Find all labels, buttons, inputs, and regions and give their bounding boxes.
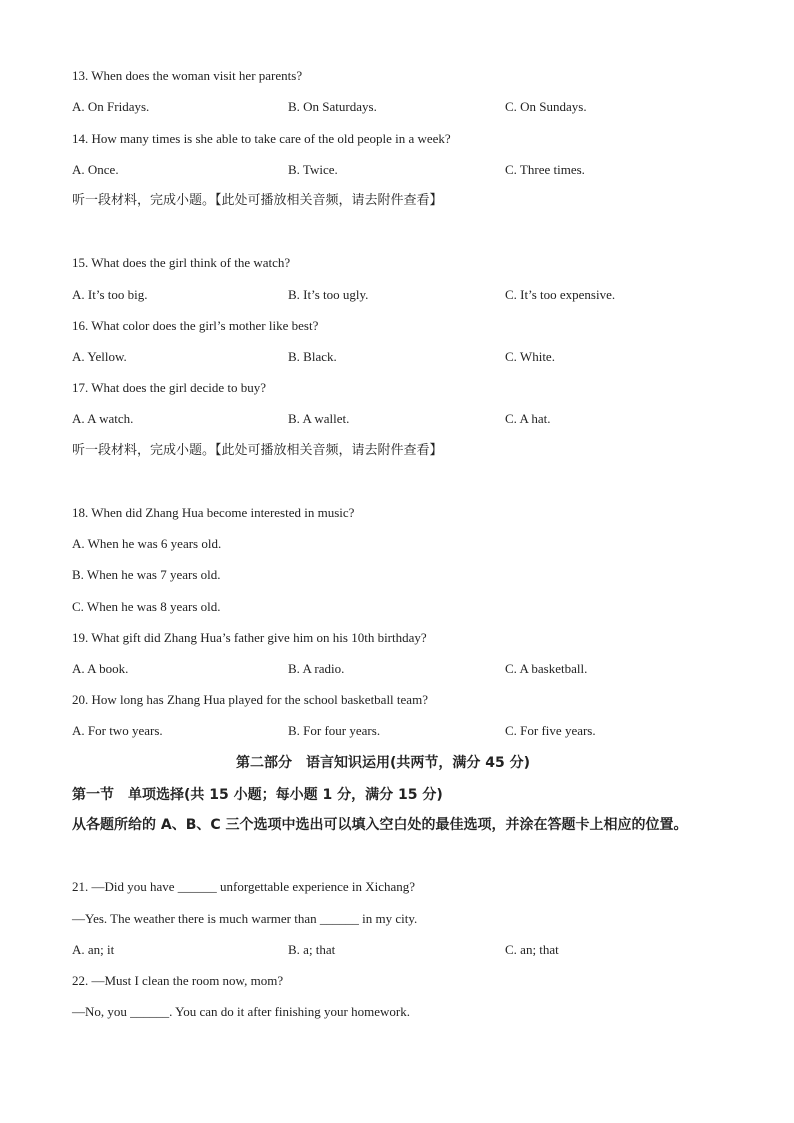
question-19-option-b: B. A radio. bbox=[288, 661, 345, 676]
question-21-option-c: C. an; that bbox=[505, 942, 559, 957]
question-15-option-a: A. It’s too big. bbox=[72, 287, 148, 302]
question-13-option-b: B. On Saturdays. bbox=[288, 99, 377, 114]
question-17-stem: 17. What does the girl decide to buy? bbox=[72, 380, 266, 395]
section-1-title: 第一节 单项选择(共 15 小题；每小题 1 分，满分 15 分) bbox=[72, 787, 443, 803]
question-19-option-a: A. A book. bbox=[72, 661, 129, 676]
question-22-line-2: —No, you ______. You can do it after finishing your homework. bbox=[72, 1004, 410, 1019]
question-20-option-a: A. For two years. bbox=[72, 723, 163, 738]
question-19-option-c: C. A basketball. bbox=[505, 661, 588, 676]
question-15-option-b: B. It’s too ugly. bbox=[288, 287, 369, 302]
question-20-option-c: C. For five years. bbox=[505, 723, 596, 738]
question-20-stem: 20. How long has Zhang Hua played for the school basketball team? bbox=[72, 692, 428, 707]
question-21-option-a: A. an; it bbox=[72, 942, 115, 957]
question-22-line-1: 22. —Must I clean the room now, mom? bbox=[72, 973, 284, 988]
question-15-option-c: C. It’s too expensive. bbox=[505, 287, 616, 302]
question-21-line-2: —Yes. The weather there is much warmer than ______ in my city. bbox=[72, 911, 418, 926]
question-14-option-c: C. Three times. bbox=[505, 162, 585, 177]
question-15-stem: 15. What does the girl think of the watch? bbox=[72, 255, 291, 270]
question-13-stem: 13. When does the woman visit her parents? bbox=[72, 68, 303, 83]
question-18-option-a: A. When he was 6 years old. bbox=[72, 536, 222, 551]
question-14-option-b: B. Twice. bbox=[288, 162, 338, 177]
question-13-option-a: A. On Fridays. bbox=[72, 99, 150, 114]
question-14-option-a: A. Once. bbox=[72, 162, 119, 177]
question-16-stem: 16. What color does the girl’s mother like best? bbox=[72, 318, 319, 333]
question-16-option-c: C. White. bbox=[505, 349, 555, 364]
question-20-option-b: B. For four years. bbox=[288, 723, 381, 738]
question-17-option-b: B. A wallet. bbox=[288, 411, 350, 426]
section-1-instruction: 从各题所给的 A、B、C 三个选项中选出可以填入空白处的最佳选项，并涂在答题卡上相应的位置。 bbox=[72, 817, 688, 833]
question-18-option-c: C. When he was 8 years old. bbox=[72, 599, 221, 614]
question-14-stem: 14. How many times is she able to take care of the old people in a week? bbox=[72, 131, 451, 146]
question-16-option-b: B. Black. bbox=[288, 349, 337, 364]
question-17-option-a: A. A watch. bbox=[72, 411, 134, 426]
audio-note-2: 听一段材料，完成小题。【此处可播放相关音频，请去附件查看】 bbox=[72, 443, 443, 458]
part-2-title: 第二部分 语言知识运用(共两节，满分 45 分) bbox=[236, 755, 531, 771]
question-18-stem: 18. When did Zhang Hua become interested in music? bbox=[72, 505, 355, 520]
question-19-stem: 19. What gift did Zhang Hua’s father give him on his 10th birthday? bbox=[72, 630, 427, 645]
question-21-option-b: B. a; that bbox=[288, 942, 336, 957]
question-17-option-c: C. A hat. bbox=[505, 411, 551, 426]
question-13-option-c: C. On Sundays. bbox=[505, 99, 587, 114]
audio-note-1: 听一段材料，完成小题。【此处可播放相关音频，请去附件查看】 bbox=[72, 193, 443, 208]
question-16-option-a: A. Yellow. bbox=[72, 349, 127, 364]
question-21-line-1: 21. —Did you have ______ unforgettable experience in Xichang? bbox=[72, 879, 416, 894]
question-18-option-b: B. When he was 7 years old. bbox=[72, 567, 221, 582]
